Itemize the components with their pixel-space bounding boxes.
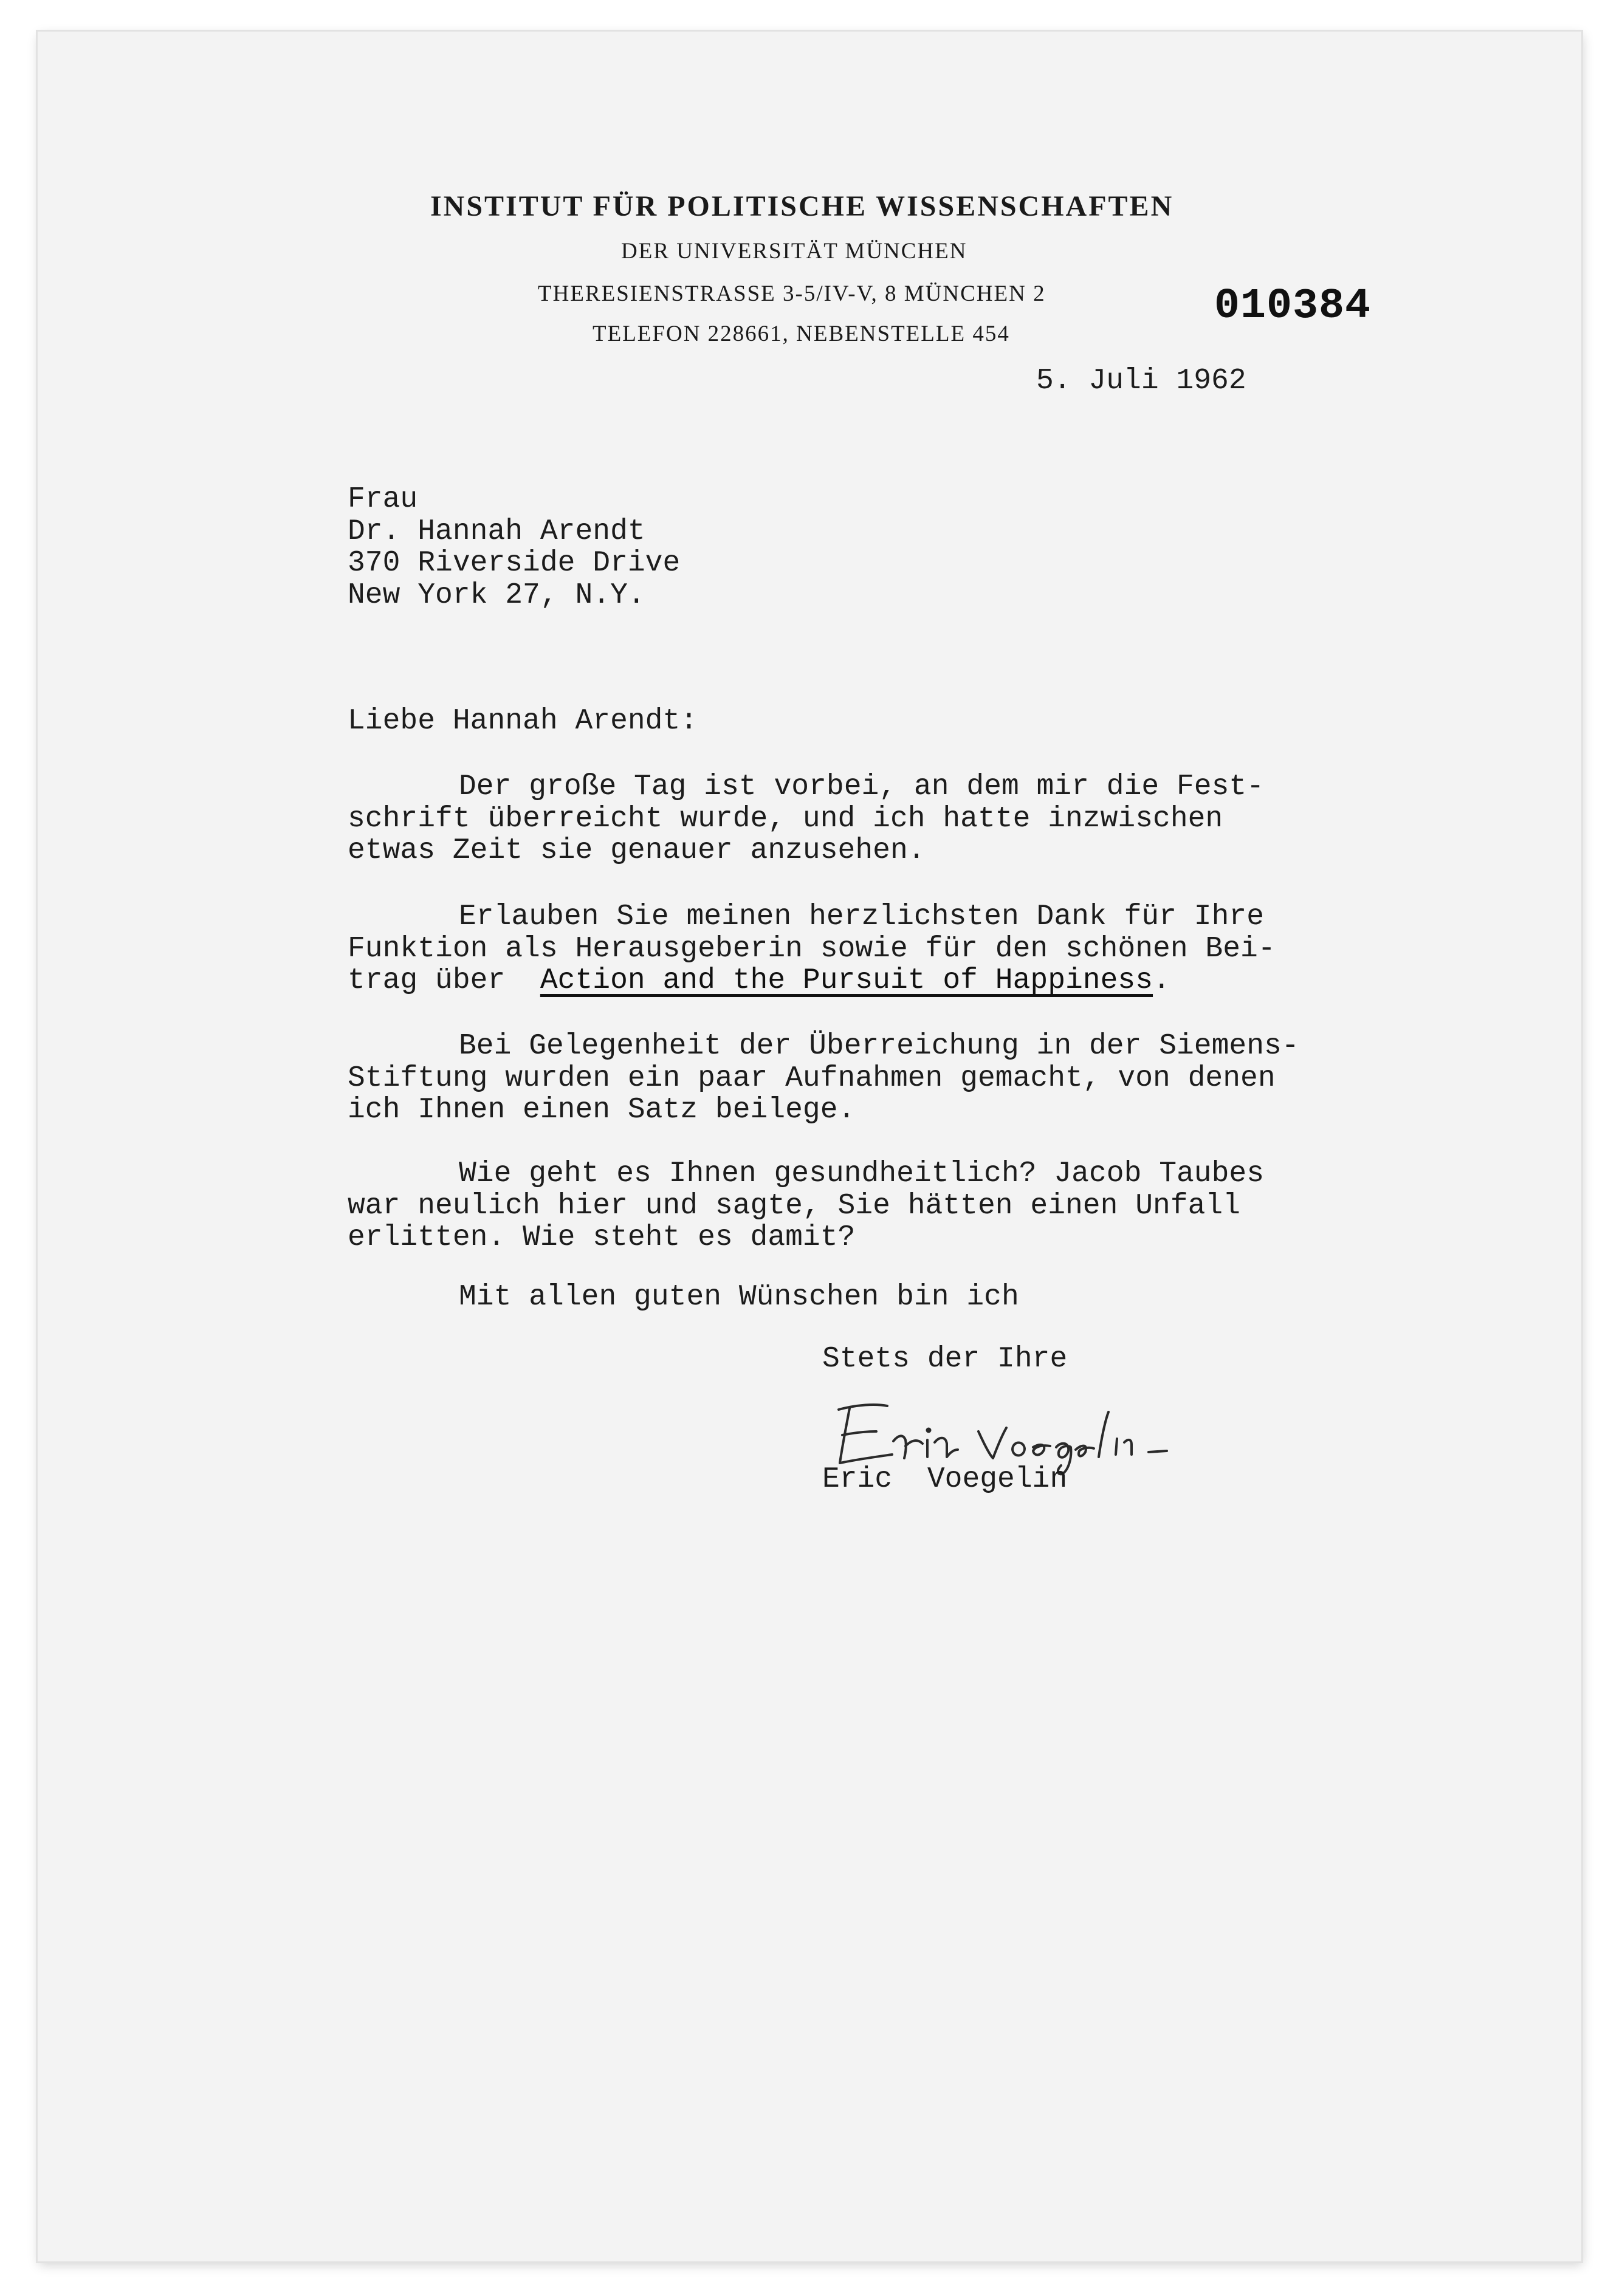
letterhead-institute: INSTITUT FÜR POLITISCHE WISSENSCHAFTEN xyxy=(430,190,1174,222)
recipient-line: New York 27, N.Y. xyxy=(348,579,645,612)
paragraph-line: Mit allen guten Wünschen bin ich xyxy=(459,1281,1019,1314)
paragraph-line: etwas Zeit sie genauer anzusehen. xyxy=(348,834,926,867)
paragraph-line: Bei Gelegenheit der Überreichung in der Siemens- xyxy=(459,1030,1299,1063)
underlined-essay-title: Action and the Pursuit of Happiness xyxy=(540,964,1153,997)
signatory-name: Eric Voegelin xyxy=(822,1463,1068,1496)
paragraph-line: Funktion als Herausgeberin sowie für den schönen Bei- xyxy=(348,933,1276,965)
text-fragment: . xyxy=(1153,964,1170,997)
letterhead-phone: TELEFON 228661, NEBENSTELLE 454 xyxy=(593,321,1010,346)
letterhead-address: THERESIENSTRASSE 3-5/IV-V, 8 MÜNCHEN 2 xyxy=(538,281,1046,306)
paragraph-line: Erlauben Sie meinen herzlichsten Dank für Ihre xyxy=(459,900,1265,933)
recipient-line: Dr. Hannah Arendt xyxy=(348,515,645,548)
paragraph-line: war neulich hier und sagte, Sie hätten einen Unfall xyxy=(348,1190,1241,1222)
letter-date: 5. Juli 1962 xyxy=(1036,365,1246,397)
paragraph-line: erlitten. Wie steht es damit? xyxy=(348,1221,856,1254)
closing: Stets der Ihre xyxy=(822,1343,1068,1376)
paragraph-line: Wie geht es Ihnen gesundheitlich? Jacob Taubes xyxy=(459,1157,1265,1190)
paragraph-line xyxy=(348,964,1170,997)
text-fragment: trag über xyxy=(348,964,506,997)
recipient-line: 370 Riverside Drive xyxy=(348,547,681,580)
paragraph-line: Stiftung wurden ein paar Aufnahmen gemacht, von denen xyxy=(348,1062,1276,1095)
document-number-stamp: 010384 xyxy=(1214,283,1372,331)
salutation: Liebe Hannah Arendt: xyxy=(348,705,698,738)
paragraph-line: ich Ihnen einen Satz beilege. xyxy=(348,1094,856,1126)
recipient-line: Frau xyxy=(348,483,418,516)
letterhead-university: DER UNIVERSITÄT MÜNCHEN xyxy=(621,239,967,264)
letter-sheet xyxy=(38,32,1581,2261)
paragraph-line: Der große Tag ist vorbei, an dem mir die Fest- xyxy=(459,770,1265,803)
paragraph-line: schrift überreicht wurde, und ich hatte inzwischen xyxy=(348,803,1223,835)
